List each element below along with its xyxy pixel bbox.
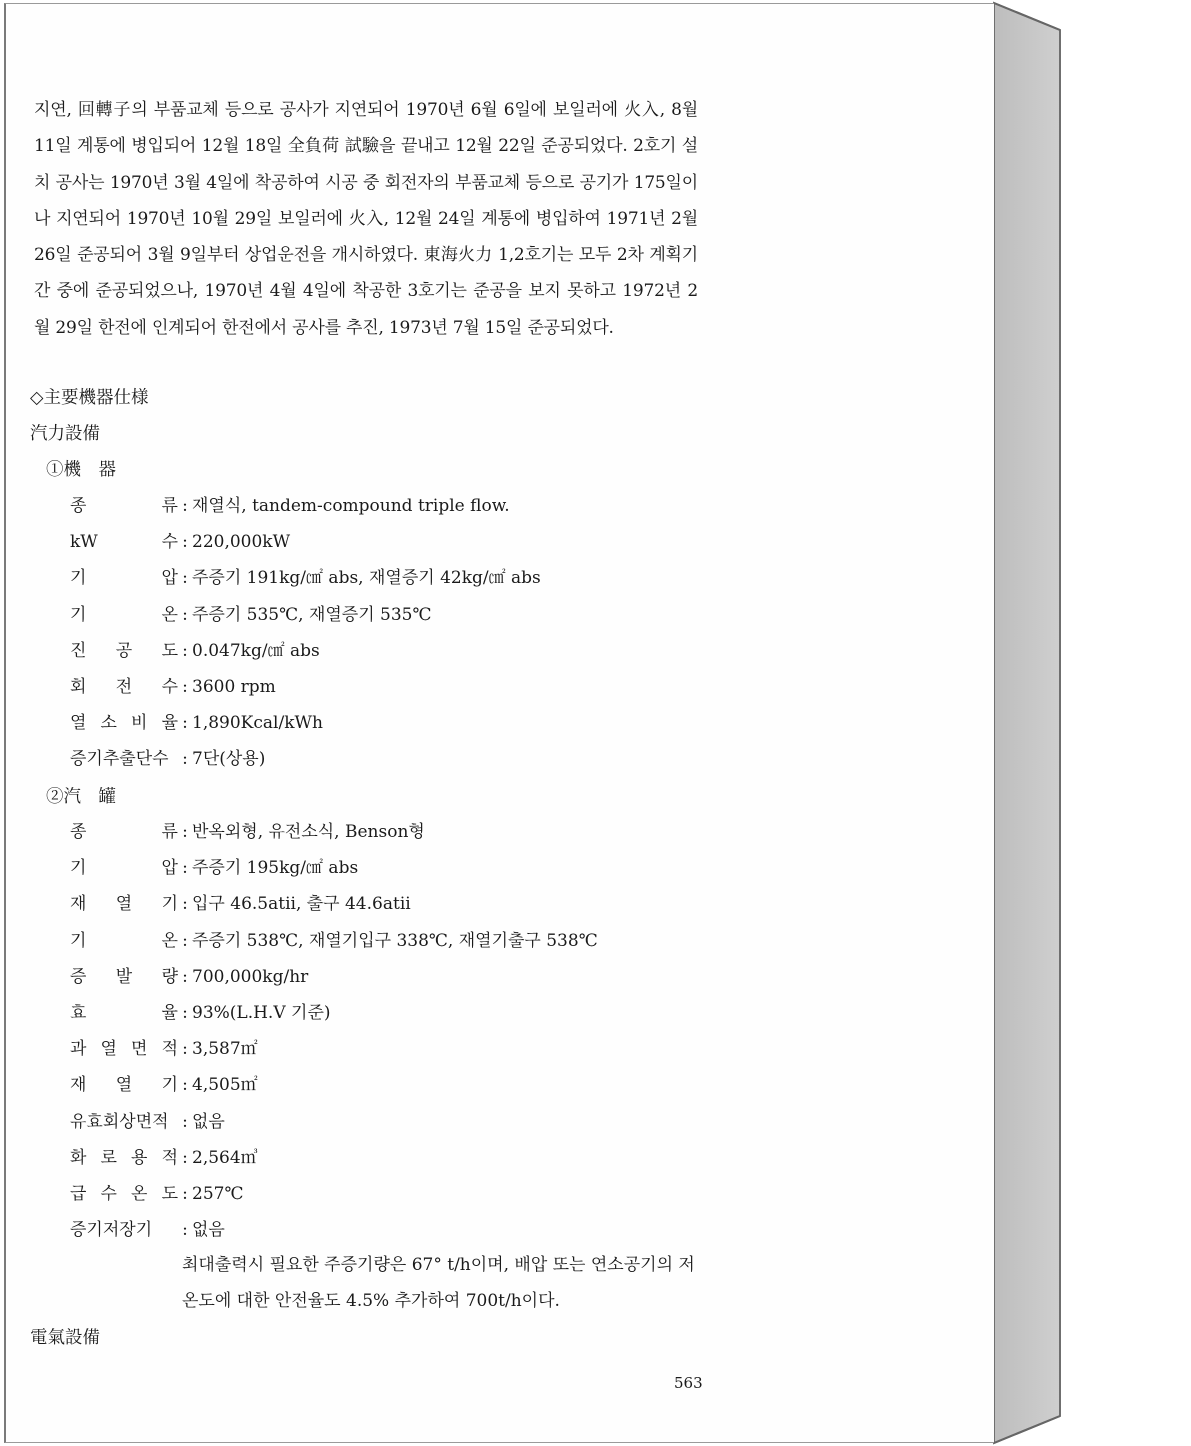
spec-colon: : [182,1039,188,1060]
spec-row [70,1075,258,1095]
steam-note: 최대출력시 필요한 주증기량은 67° t/h이며, 배압 또는 연소공기의 저온도에 대한 안전율도 4.5% 추가하여 700t/h이다. [182,1255,695,1311]
spec-label: 증기추출단수 [70,749,169,770]
spec-row [70,568,541,588]
spec-value: 입구 46.5atii, 출구 44.6atii [192,894,411,915]
spec-label: kW 수 [70,532,178,553]
spec-row [70,641,320,661]
spec-row [70,894,411,914]
spec-row [70,858,358,878]
spec-colon: : [182,532,188,553]
spec-value: 4,505㎡ [192,1075,258,1096]
spec-row [70,532,290,552]
spec-colon: : [182,1075,188,1096]
spec-label: 기 온 [70,930,178,951]
spec-label: 기 압 [70,568,178,589]
spec-row [70,749,265,769]
spec-label: 재 열 기 [70,1075,178,1096]
spec-value: 3600 rpm [192,677,276,697]
spec-row [70,677,276,697]
spec-label: 과 열 면 적 [70,1039,178,1060]
spec-value: 93%(L.H.V 기준) [192,1003,331,1023]
body-paragraph [34,92,698,346]
spec-value: 700,000kg/hr [192,966,309,987]
section-steam-equipment: 汽力設備 [30,424,100,444]
spec-colon: : [182,604,188,625]
spec-value: 0.047kg/㎠ abs [192,640,320,661]
spec-label: 급 수 온 도 [70,1184,178,1204]
spec-colon: : [182,1111,188,1132]
spec-label: 효 율 [70,1003,178,1023]
spec-value: 반옥외형, 유전소식, Benson형 [192,822,425,842]
spec-value: 3,587㎡ [192,1039,258,1060]
spec-value: 1,890Kcal/kWh [192,713,323,734]
spec-colon: : [182,496,188,516]
spec-label: 재 열 기 [70,894,178,915]
spec-value: 주증기 195kg/㎠ abs [192,858,359,879]
section-electric-equipment: 電氣設備 [30,1328,100,1348]
spec-label: 진 공 도 [70,640,178,661]
spec-label: 유효회상면적 [70,1111,169,1132]
spec-row [70,1112,225,1132]
spec-label: 증 발 량 [70,966,178,987]
spec-value: 220,000kW [192,532,291,553]
spec-colon: : [182,640,188,661]
document-page [4,3,994,1443]
spec-colon: : [182,822,188,842]
spec-row [70,605,432,625]
spec-label: 열 소 비 율 [70,713,178,734]
spec-value: 257℃ [192,1184,244,1204]
subheading-machine: ①機 器 [46,460,116,480]
spec-colon: : [182,1003,188,1023]
spec-label: 기 온 [70,604,178,625]
spec-colon: : [182,858,188,879]
spec-label: 증기저장기 [70,1220,153,1241]
spec-label: 화 로 용 적 [70,1147,178,1168]
spec-row [70,931,598,951]
spec-colon: : [182,677,188,697]
spec-value: 7단(상용) [192,749,266,770]
spec-value: 주증기 535℃, 재열증기 535℃ [192,604,432,625]
spec-colon: : [182,1220,188,1241]
spec-row [70,496,510,516]
spec-row [70,822,425,842]
spec-row [70,1148,258,1168]
spec-colon: : [182,749,188,770]
spec-colon: : [182,1184,188,1204]
spec-colon: : [182,930,188,951]
subheading-boiler: ②汽 罐 [46,787,116,807]
spec-label: 종 류 [70,496,178,516]
spec-label: 회 전 수 [70,677,178,697]
spec-label: 종 류 [70,822,178,842]
spec-row [70,713,323,733]
spec-value: 2,564㎥ [192,1147,258,1168]
paragraph-text: 지연, 回轉子의 부품교체 등으로 공사가 지연되어 1970년 6월 6일에 보일러에 火入, 8월 11일 계통에 병입되어 12월 18일 全負荷 試驗을 끝내고 12월 22일 준공되었다. 2호기 설치 공사는 1970년 3월 4일에 착공하여 시공 중 회전자의 부품교체 등으로 공기가 175일이나 지연되어 1970년 10월 29일 보일러에 火入, 12월 24일 계통에 병입하여 1971년 2월 26일 준공되어 3월 9일부터 상업운전을 개시하였다. 東海火力 1,2호기는 모두 2차 계획기간 중에 준공되었으나, 1970년 4월 4일에 착공한 3호기는 준공을 보지 못하고 1972년 2월 29일 한전에 인계되어 한전에서 공사를 추진, 1973년 7월 15일 준공되었다. [34,100,698,338]
spec-colon: : [182,568,188,589]
spec-value: 주증기 538℃, 재열기입구 338℃, 재열기출구 538℃ [192,930,598,951]
book-side-shade [994,3,1060,1443]
page-number: 563 [674,1374,703,1392]
spec-row [70,1184,243,1204]
spec-row [70,1039,258,1059]
spec-value: 주증기 191kg/㎠ abs, 재열증기 42kg/㎠ abs [192,568,541,589]
spec-colon: : [182,966,188,987]
spec-row [70,1220,225,1240]
spec-row [70,1003,331,1023]
spec-row [70,967,308,987]
heading-main-specs: ◇主要機器仕様 [30,388,149,408]
spec-colon: : [182,713,188,734]
spec-value: 없음 [192,1220,225,1241]
spec-label: 기 압 [70,858,178,879]
spec-colon: : [182,894,188,915]
spec-colon: : [182,1147,188,1168]
spec-value: 재열식, tandem-compound triple flow. [192,496,510,516]
spec-value: 없음 [192,1111,225,1132]
